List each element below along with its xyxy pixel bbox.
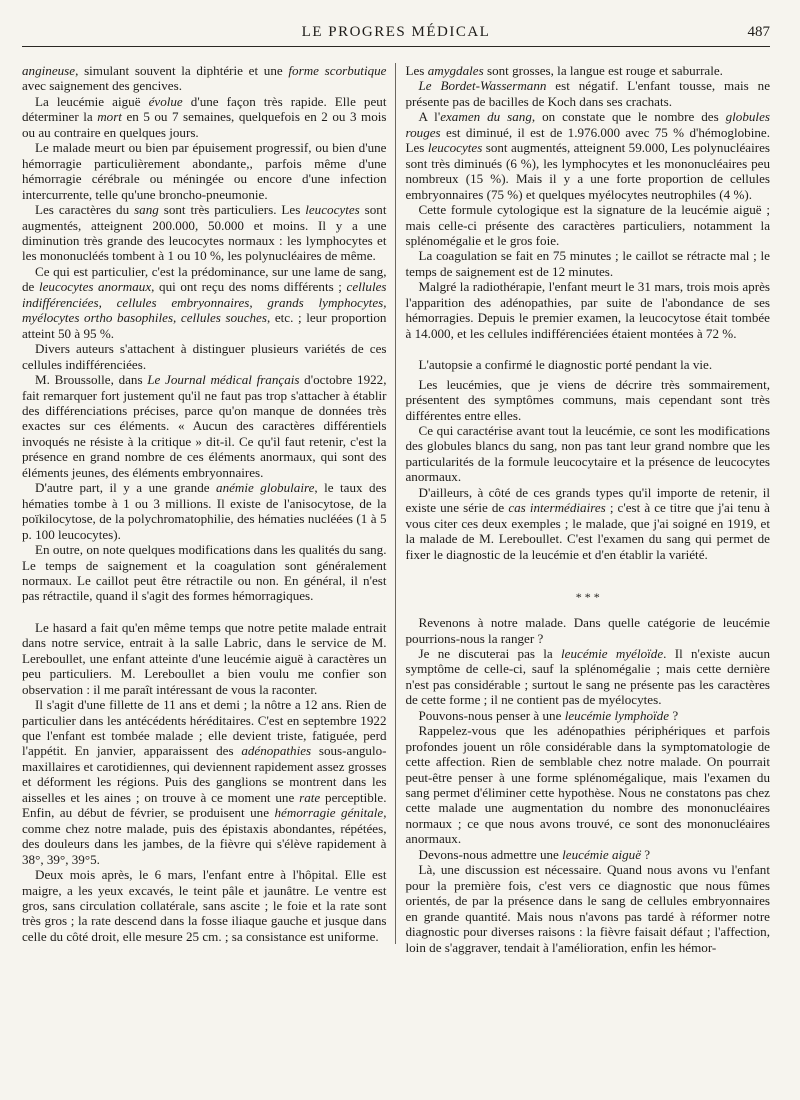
text-run: avec saignement des gencives. [22, 78, 182, 94]
text-run: . Il n'existe aucun symptôme de celle-ci, sauf la splénomégalie ; mais cette dernière n'est pas considérable ; surtout le sang ne présente pas les caractères de cette forme ; il ne contient pas de myélocytes. [405, 645, 771, 708]
paragraph [406, 485, 771, 562]
text-run: Les [405, 63, 428, 78]
text-run: est négatif. L'enfant tousse, mais ne présente pas de bacilles de Koch dans ses crachats. [405, 78, 771, 109]
text-run: en 5 ou 7 semaines, quelquefois en 2 ou 3 mois ou au contraire en quelques jours. [22, 109, 387, 140]
paragraph [406, 78, 771, 109]
text-run: perceptible. Enfin, au début de février, se produisent une [22, 789, 387, 821]
emphasis-text: mort [97, 109, 122, 125]
paragraph [406, 357, 771, 372]
text-run: Là, une discussion est nécessaire. Quand nous avons vu l'enfant pour la première fois, c'est vers ce diagnostic que nous fûmes orientés, de par la présence dans le sang de cellules embryonnaires en grande quantité. Mais nous n'avons pas tardé à réformer notre diagnostic pour diverses raisons : la fièvre faisait défaut ; l'affection, loin de s'aggraver, tendait à l'amélioration, enfin les hémor- [405, 862, 770, 955]
paragraph [22, 63, 387, 94]
text-run: La leucémie aiguë [35, 93, 149, 109]
paragraph [406, 723, 771, 847]
text-run: Les caractères du [35, 202, 135, 218]
paragraph [406, 248, 771, 279]
text-run: sont très particuliers. Les [158, 202, 306, 218]
text-run: A l' [418, 109, 441, 125]
text-run: En outre, on note quelques modifications dans les qualités du sang. Le temps de saignement et la coagulation sont généralement normaux. Le caillot peut être rétractile ou non. En général, il n'est pas rétractile, quand il s'agit des formes hémorragiques. [22, 542, 387, 604]
paragraph [22, 620, 387, 697]
text-run: ; c'est à ce titre que j'ai tenu à vous citer ces deux exemples ; le malade, que j'ai soigné en 1919, et la malade de M. Lereboullet. C'est l'examen du sang qui permet de fixer le diagnostic de la leucémie et d'en établir la variété. [405, 500, 770, 562]
emphasis-text: Le Bordet-Wassermann [418, 78, 547, 94]
page-number: 487 [747, 24, 770, 40]
paragraph [22, 867, 387, 944]
text-run: Les leucémies, que je viens de décrire très sommairement, présentent des symptômes communs, mais cependant sont très différentes entre elles. [405, 376, 770, 423]
emphasis-text: leucémie myéloïde [561, 645, 664, 661]
emphasis-text: leucémie lymphoïde [564, 707, 670, 723]
paragraph [22, 480, 387, 542]
emphasis-text: amygdales [427, 63, 484, 78]
text-run: Le malade meurt ou bien par épuisement progressif, ou bien d'une hémorragie particulièrement abondante,, parfois même d'une hémorragie cérébrale ou méningée ou encore d'une infection intercurrente, telle qu'une broncho-pneumonie. [22, 140, 387, 202]
text-run: sont augmentés, atteignent 59.000, Les polynucléaires sont très diminués (6 %), les lymphocytes et les mononucléaires peu nombreux (15 %). Mais il y a une forte proportion de cellules embryonnaires (75 %) et quelques myélocytes neutrophiles (4 %). [405, 140, 770, 202]
left-column [22, 63, 396, 944]
paragraph [406, 862, 771, 955]
paragraph [406, 109, 771, 202]
text-run: , on constate que le nombre des [531, 109, 726, 125]
text-run: est diminué, il est de 1.976.000 avec 75 % d'hémoglobine. Les [405, 124, 770, 156]
text-run: Il s'agit d'une fillette de 11 ans et demi ; la nôtre a 12 ans. Rien de particulier dans les antécédents héréditaires. C'est en septembre 1922 que l'enfant est tombée malade ; elle devient triste, fatiguée, perd l'appétit. En janvier, apparaissent des [22, 697, 387, 759]
text-run: Ce qui caractérise avant tout la leucémie, ce sont les modifications des globules blancs du sang, non pas tant leur grand nombre que les particularités de la formule leucocytaire et la présence de leucocytes anormaux. [405, 422, 770, 485]
text-run: Deux mois après, le 6 mars, l'enfant entre à l'hôpital. Elle est maigre, a les yeux excavés, le teint pâle et jaunâtre. Le ventre est gros, sans circulation collatérale, sans ascite ; le foie et la rate sont très gros ; la rate descend dans la fosse iliaque gauche et jusque dans celle du côté droit, elle mesure 25 cm. ; sa consistance est uniforme. [22, 867, 387, 944]
text-run: Devons-nous admettre une [418, 846, 563, 862]
paragraph [406, 423, 771, 485]
text-run: sont augmentés, atteignent 200.000, 50.000 et moins. Il y a une diminution très grande des leucocytes normaux : les lymphocytes et les mononucléés tombent à 1 ou 10 %, les polynucléaires de même. [22, 202, 387, 264]
text-run: M. Broussolle, dans [35, 372, 148, 388]
paragraph [406, 615, 771, 646]
running-header [22, 24, 770, 47]
emphasis-text: leucocytes anormaux [38, 279, 152, 295]
emphasis-text: examen du sang [440, 109, 532, 125]
paragraph [406, 63, 771, 78]
paragraph [406, 646, 771, 708]
text-run: Malgré la radiothérapie, l'enfant meurt le 31 mars, trois mois après l'apparition des adénopathies, par suite de l'abondance de ses hémorragies. Depuis le premier examen, la leucocytose était tombée à 14.000, et les cellules indifférenciées étaient montées à 72 %. [405, 279, 770, 341]
section-asterism: * * * [575, 590, 600, 605]
emphasis-text: adénopathies [241, 743, 312, 759]
emphasis-text: évolue [148, 93, 183, 109]
paragraph [22, 542, 387, 604]
text-run: Rappelez-vous que les adénopathies périphériques et parfois profondes jouent un rôle considérable dans la symptomatologie de cette affection. Rien de semblable chez notre malade. On pourrait peut-être penser à une forme splénomégalique, mais l'examen du sang permet d'éliminer cette hypothèse. Nous ne constatons pas chez cette malade une augmentation du nombre des mononucléaires normaux ; ce que nous avons trouvé, ce sont des mononucléaires anormaux. [405, 723, 770, 847]
journal-title: LE PROGRES MÉDICAL [301, 24, 491, 40]
paragraph [22, 140, 387, 202]
paragraph [22, 202, 387, 264]
emphasis-text: leucémie aiguë [562, 846, 642, 862]
right-column [406, 63, 771, 955]
paragraph [406, 279, 771, 341]
text-run: , simulant souvent la diphtérie et une [75, 63, 289, 78]
text-run: , comme chez notre malade, puis des épistaxis abondantes, répétées, des douleurs dans les jambes, de la fièvre qui s'élève rapidement à 38°, 39°, 39°5. [22, 805, 387, 867]
text-run: Le hasard a fait qu'en même temps que notre petite malade entrait dans notre service, entrait à la salle Labric, dans le service de M. Lereboullet, une enfant atteinte d'une leucémie aiguë à caractères un peu particuliers. M. Lereboullet a bien voulu me confier son observation : il me paraît intéressant de vous la raconter. [22, 619, 387, 697]
emphasis-text: angineuse [22, 63, 76, 78]
emphasis-text: leucocytes [427, 140, 483, 156]
paragraph [406, 708, 771, 723]
emphasis-text: hémorragie génitale [274, 805, 384, 821]
paragraph [22, 264, 387, 341]
text-run: L'autopsie a confirmé le diagnostic porté pendant la vie. [418, 357, 713, 373]
emphasis-text: globules rouges [405, 109, 770, 140]
emphasis-text: rate [299, 789, 321, 805]
text-run: ? [641, 846, 651, 862]
text-run: , etc. ; leur proportion atteint 50 à 95 %. [22, 310, 387, 341]
text-run: D'ailleurs, à côté de ces grands types qu'il importe de retenir, il existe une série de [405, 484, 770, 516]
emphasis-text: forme scorbutique [288, 63, 387, 78]
text-run: D'autre part, il y a une grande [35, 480, 217, 496]
paragraph [406, 377, 771, 423]
text-run: Je ne discuterai pas la [418, 645, 562, 661]
text-run: Pouvons-nous penser à une [418, 707, 565, 723]
emphasis-text: sang [134, 202, 159, 218]
paragraph [22, 372, 387, 480]
text-run: La coagulation se fait en 75 minutes ; le caillot se rétracte mal ; le temps de saignement est de 12 minutes. [405, 248, 770, 279]
paragraph [22, 697, 387, 867]
emphasis-text: leucocytes [305, 202, 360, 218]
text-run: Cette formule cytologique est la signature de la leucémie aiguë ; mais celle-ci présente des caractères particuliers, notamment la splénomégalie et le gros foie. [405, 202, 770, 248]
text-run: sous-angulo-maxillaires et carotidiennes, qui deviennent rapidement assez grosses et déforment les régions. Puis des ganglions se montrent dans les aisselles et les aines ; on trouve à ce moment une [22, 743, 387, 805]
text-run: d'octobre 1922, fait remarquer fort justement qu'il ne faut pas trop s'attacher à établir des différenciations précises, parce qu'on manque de données très exactes sur ces éléments. « Aucun des caractères différentiels invoqués ne résiste à la critique » dit-il. Ce qu'il faut retenir, c'est la présence en grand nombre de ces éléments anormaux, qui sont des éléments jeunes, des éléments embryonnaires. [22, 372, 387, 480]
text-run: Revenons à notre malade. Dans quelle catégorie de leucémie pourrions-nous la ranger ? [405, 615, 770, 646]
text-run: , qui ont reçu des noms différents ; [151, 279, 347, 295]
emphasis-text: anémie globulaire [216, 480, 315, 496]
text-run: ? [669, 707, 679, 723]
paragraph [22, 341, 387, 372]
text-columns [22, 63, 770, 955]
emphasis-text: Le Journal médical français [147, 372, 300, 388]
text-run: Divers auteurs s'attachent à distinguer plusieurs variétés de ces cellules indifférenciées. [22, 341, 387, 372]
paragraph [22, 94, 387, 140]
emphasis-text: cellules indifférenciées, cellules embryonnaires, grands lymphocytes, myélocytes ortho basophiles, cellules souches [22, 279, 387, 326]
text-run: Ce qui est particulier, c'est la prédominance, sur une lame de sang, de [22, 263, 387, 295]
paragraph [406, 847, 771, 862]
text-run: d'une façon très rapide. Elle peut déterminer la [22, 93, 387, 125]
text-run: , le taux des hématies tombe à 1 ou 3 millions. Il existe de l'anisocytose, de la poïkilocytose, de la polychromatophilie, des hématies nucléées (1 à 5 p. 100 leucocytes). [22, 480, 387, 542]
text-run: sont grosses, la langue est rouge et saburrale. [483, 63, 723, 78]
paragraph [406, 202, 771, 248]
emphasis-text: cas intermédiaires [508, 500, 606, 516]
